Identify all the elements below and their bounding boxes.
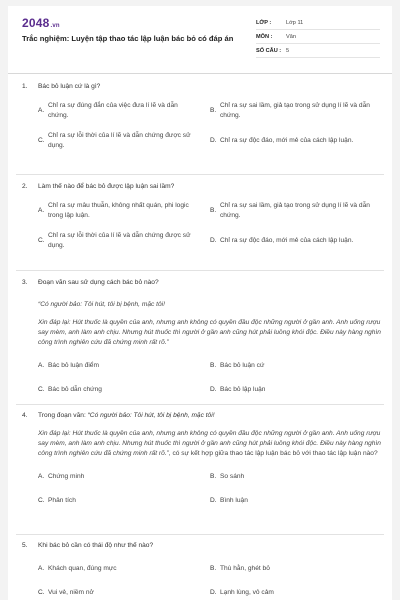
option-text: Bác bỏ luận cứ (220, 362, 265, 369)
option-key: D. (210, 386, 217, 393)
option-key: B. (210, 473, 217, 480)
question-text: Làm thế nào để bác bỏ được lập luận sai lầm? (38, 183, 175, 190)
option-a[interactable] (38, 200, 210, 222)
option-text: Bác bỏ lập luận (220, 386, 266, 393)
quote-line: “Có người bảo: Tôi hút, tôi bị bệnh, mặc tôi! (38, 301, 165, 308)
option-text: Bình luận (220, 497, 248, 504)
option-b[interactable] (210, 100, 382, 122)
option-key: D. (210, 137, 217, 144)
question-number: 2. (22, 183, 28, 190)
question-divider (16, 404, 384, 405)
option-grid (38, 360, 382, 408)
quote-passage: Xin đáp lại: Hút thuốc là quyền của anh, nhưng anh không có quyền đầu độc những người ở gần anh. Anh uống rượu say mèm, anh làm anh chịu. Nhưng hút thuốc thì người ở gần anh cũng hút phải luồng khói độc. Điều này hàng nghìn công trình nghiên cứu đã chứng minh rất rõ.”, có sự kết hợp giữa thao tác lập luận bác bỏ với thao tác lập luận nào? (38, 430, 381, 457)
option-c[interactable] (38, 130, 210, 152)
option-key: A. (38, 473, 45, 480)
option-text: Thù hằn, ghét bỏ (220, 565, 270, 572)
option-key: B. (210, 207, 217, 214)
question-number: 3. (22, 279, 28, 286)
option-text: Chỉ ra sự đúng đắn của việc đưa lí lẽ và dẫn chứng. (48, 102, 178, 119)
question-2 (22, 182, 382, 260)
question-4 (22, 411, 382, 519)
option-key: B. (210, 565, 217, 572)
question-3 (22, 278, 382, 408)
option-grid (38, 563, 382, 600)
option-text: Chỉ ra sự lỗi thời của lí lẽ và dẫn chứng được sử dụng. (48, 132, 191, 149)
question-text: Đoạn văn sau sử dụng cách bác bỏ nào? (38, 279, 159, 286)
option-text: Bác bỏ dẫn chứng (48, 386, 102, 393)
option-c[interactable] (38, 384, 210, 396)
option-key: D. (210, 589, 217, 596)
meta-label: LỚP : (256, 19, 272, 26)
option-text: So sánh (220, 473, 245, 480)
option-b[interactable] (210, 360, 382, 372)
option-c[interactable] (38, 230, 210, 252)
option-grid (38, 471, 382, 519)
option-c[interactable] (38, 495, 210, 507)
question-text: Khi bác bỏ cần có thái độ như thế nào? (38, 542, 154, 549)
option-text: Chỉ ra sự độc đáo, mới mẻ của cách lập luận. (220, 237, 354, 244)
meta-row-count (256, 44, 380, 58)
meta-value: Lớp 11 (286, 19, 304, 26)
meta-panel (256, 16, 380, 58)
option-d[interactable] (210, 130, 382, 152)
option-key: C. (38, 137, 45, 144)
option-d[interactable] (210, 495, 382, 507)
option-a[interactable] (38, 100, 210, 122)
question-divider (16, 534, 384, 535)
site-logo[interactable]: 2048.vn (22, 16, 60, 30)
question-number: 4. (22, 412, 28, 419)
question-text: Trong đoạn văn: “Có người bảo: Tôi hút, tôi bị bệnh, mặc tôi! (38, 412, 215, 419)
option-text: Chứng minh (48, 473, 85, 480)
option-key: D. (210, 497, 217, 504)
question-divider (16, 270, 384, 271)
option-text: Chỉ ra sự sai lầm, giả tạo trong sử dụng lí lẽ và dẫn chứng. (220, 202, 370, 219)
option-d[interactable] (210, 587, 382, 599)
meta-value: 5 (286, 47, 290, 54)
question-text: Bác bỏ luận cứ là gì? (38, 83, 101, 90)
option-text: Chỉ ra sự mâu thuẫn, không nhất quán, phi logic trong lập luận. (48, 202, 189, 219)
option-text: Bác bỏ luận điểm (48, 362, 99, 369)
option-a[interactable] (38, 360, 210, 372)
option-b[interactable] (210, 200, 382, 222)
meta-label: MÔN : (256, 33, 273, 40)
option-text: Vui vẻ, niềm nở (48, 589, 94, 596)
question-1 (22, 82, 382, 160)
meta-value: Văn (286, 33, 296, 40)
meta-row-class (256, 16, 380, 30)
option-key: A. (38, 207, 45, 214)
option-d[interactable] (210, 230, 382, 252)
question-number: 5. (22, 542, 28, 549)
option-key: C. (38, 237, 45, 244)
option-key: B. (210, 107, 217, 114)
worksheet-header (8, 6, 392, 74)
option-text: Chỉ ra sự lỗi thời của lí lẽ và dẫn chứng được sử dụng. (48, 232, 191, 249)
worksheet-page (8, 6, 392, 600)
page-title: Trắc nghiệm: Luyện tập thao tác lập luận bác bỏ có đáp án (22, 34, 234, 43)
option-key: A. (38, 107, 45, 114)
option-key: C. (38, 386, 45, 393)
option-key: C. (38, 497, 45, 504)
option-text: Lạnh lùng, vô cảm (220, 589, 274, 596)
option-text: Khách quan, đúng mực (48, 565, 117, 572)
option-c[interactable] (38, 587, 210, 599)
option-key: A. (38, 565, 45, 572)
question-divider (16, 174, 384, 175)
option-text: Chỉ ra sự độc đáo, mới mẻ của cách lập luận. (220, 137, 354, 144)
option-text: Chỉ ra sự sai lầm, giả tạo trong sử dụng lí lẽ và dẫn chứng. (220, 102, 370, 119)
question-5 (22, 541, 382, 600)
option-key: B. (210, 362, 217, 369)
option-text: Phân tích (48, 497, 76, 504)
option-grid (38, 100, 382, 160)
meta-row-subject (256, 30, 380, 44)
option-d[interactable] (210, 384, 382, 396)
question-number: 1. (22, 83, 28, 90)
quote-passage: Xin đáp lại: Hút thuốc là quyền của anh, nhưng anh không có quyền đầu độc những người ở gần anh. Anh uống rượu say mèm, anh làm anh chịu. Nhưng hút thuốc thì người ở gần anh cũng hút phải luồng khói độc. Điều này hàng nghìn công trình nghiên cứu đã chứng minh rất rõ.” (38, 319, 381, 346)
option-key: D. (210, 237, 217, 244)
option-b[interactable] (210, 471, 382, 483)
option-b[interactable] (210, 563, 382, 575)
meta-label: SỐ CÂU : (256, 47, 282, 54)
inline-quote: “Có người bảo: Tôi hút, tôi bị bệnh, mặc tôi! (87, 412, 215, 419)
option-key: A. (38, 362, 45, 369)
option-key: C. (38, 589, 45, 596)
option-a[interactable] (38, 563, 210, 575)
option-a[interactable] (38, 471, 210, 483)
option-grid (38, 200, 382, 260)
